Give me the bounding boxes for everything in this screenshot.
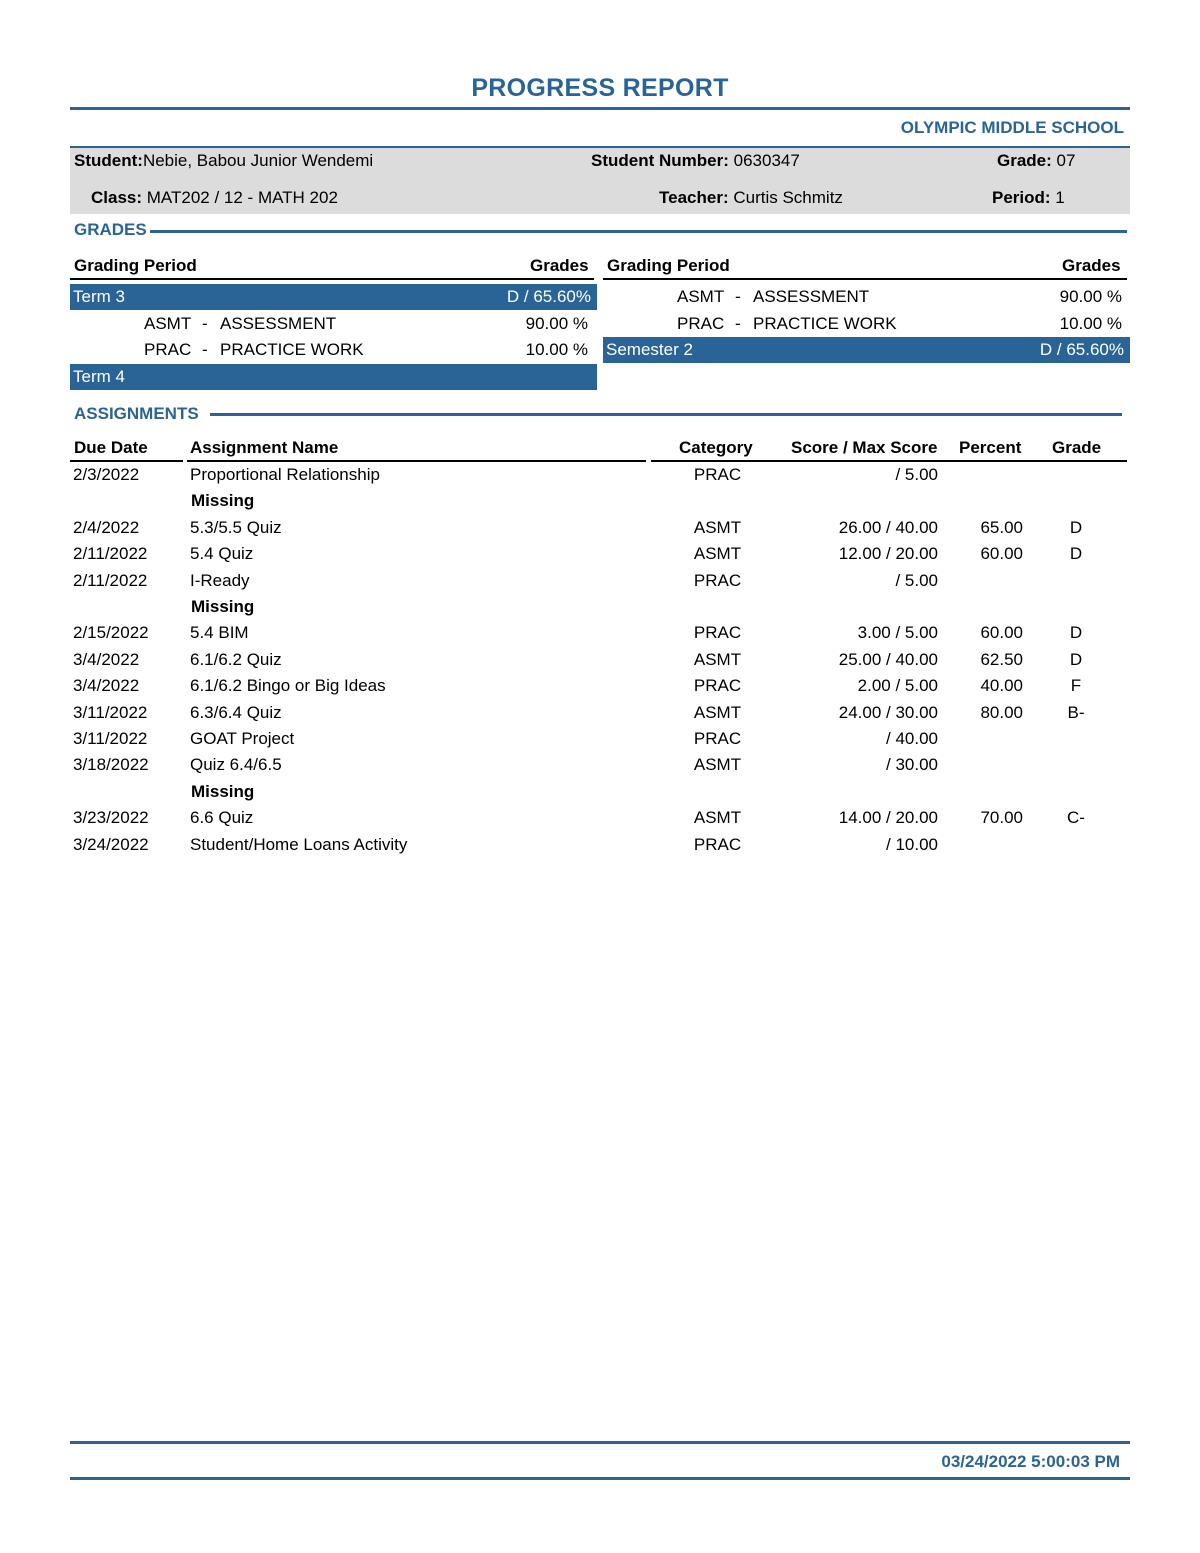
assignment-category: ASMT [693, 755, 742, 775]
assignment-grade: D [1069, 623, 1083, 643]
score-header: Score / Max Score [791, 438, 938, 457]
student-field [74, 151, 373, 171]
assignment-grade [1052, 726, 1100, 752]
assignment-percent: 62.50 [980, 649, 1023, 669]
assignment-score: 25.00 / 40.00 [838, 649, 938, 669]
teacher-label: Teacher: [659, 188, 729, 207]
assignment-category: ASMT [693, 649, 742, 669]
assignment-name-header: Assignment Name [190, 438, 339, 457]
assignment-due-date: 2/4/2022 [73, 517, 140, 537]
assignment-name: 6.3/6.4 Quiz [190, 702, 282, 722]
sem2-prac-code: PRAC [677, 314, 725, 333]
assignment-name: 6.6 Quiz [190, 808, 254, 828]
assignment-due-date: 3/4/2022 [73, 676, 140, 696]
term3-name: Term 3 [73, 287, 125, 306]
assignment-due-date: 3/11/2022 [73, 702, 148, 722]
assignment-due-date: 3/11/2022 [73, 729, 148, 748]
sem2-asmt-desc: ASSESSMENT [753, 287, 870, 306]
assignment-category: PRAC [693, 676, 742, 696]
assignment-score: / 40.00 [886, 729, 938, 748]
assignment-percent [950, 568, 1023, 594]
assignment-score: / 10.00 [886, 834, 938, 854]
term3-asmt-code: ASMT [144, 314, 192, 333]
assignment-grade [1052, 568, 1100, 594]
right-grades-header: Grades [1062, 256, 1121, 275]
assignment-score: / 5.00 [895, 570, 938, 590]
assignment-category: PRAC [693, 570, 742, 590]
assignment-percent [950, 752, 1023, 778]
assignment-due-date: 3/23/2022 [73, 808, 149, 828]
sem2-prac-weight: 10.00 % [1059, 314, 1122, 333]
student-number-field [591, 151, 800, 171]
semester2-name: Semester 2 [606, 340, 693, 359]
grade-level-label: Grade: [997, 151, 1052, 170]
assignment-percent: 65.00 [980, 517, 1023, 537]
grade-header: Grade [1052, 438, 1102, 457]
student-label: Student: [74, 151, 143, 170]
assignment-grade: C- [1067, 808, 1085, 828]
sem2-asmt-weight: 90.00 % [1059, 287, 1122, 306]
term3-prac-desc: PRACTICE WORK [220, 340, 364, 359]
term3-grade: D / 65.60% [506, 287, 591, 306]
assignment-grade [1052, 752, 1100, 778]
term3-prac-code: PRAC [144, 340, 192, 359]
teacher-field [659, 188, 843, 208]
percent-header: Percent [959, 438, 1022, 457]
assignment-name: I-Ready [190, 570, 250, 590]
report-title: PROGRESS REPORT [471, 74, 729, 102]
assignments-section-label: ASSIGNMENTS [74, 404, 202, 424]
assignment-score: / 5.00 [895, 465, 938, 484]
missing-flag: Missing [191, 597, 255, 616]
class-label: Class: [91, 188, 143, 207]
assignment-percent: 40.00 [980, 676, 1023, 696]
assignment-category: PRAC [693, 834, 742, 854]
student-number: 0630347 [733, 151, 800, 170]
assignment-name: Student/Home Loans Activity [190, 834, 408, 854]
sem2-prac-dash: - [735, 314, 741, 333]
assignment-due-date: 2/3/2022 [73, 465, 140, 484]
printed-timestamp: 03/24/2022 5:00:03 PM [941, 1452, 1120, 1471]
term3-asmt-desc: ASSESSMENT [220, 314, 337, 333]
term3-asmt-dash: - [202, 314, 208, 333]
assignment-category: PRAC [693, 729, 742, 748]
right-grading-period-header: Grading Period [607, 256, 730, 275]
grade-level: 07 [1056, 151, 1076, 170]
assignment-name: Quiz 6.4/6.5 [190, 755, 282, 775]
assignment-category: ASMT [693, 517, 742, 537]
footer-top-rule [70, 1441, 1130, 1444]
term3-prac-dash: - [202, 340, 208, 359]
class-field [91, 188, 338, 208]
period-field [992, 188, 1065, 208]
right-header-underline [603, 278, 1127, 280]
semester2-grade: D / 65.60% [1039, 340, 1124, 359]
assignment-percent [950, 726, 1023, 752]
term4-row [70, 364, 597, 390]
missing-flag: Missing [191, 781, 255, 801]
assignment-category: PRAC [693, 465, 742, 484]
assignment-due-date: 3/24/2022 [73, 834, 149, 854]
title-divider [70, 107, 1130, 110]
student-number-label: Student Number: [591, 151, 729, 170]
term3-row [70, 284, 597, 310]
assignment-category: PRAC [693, 623, 742, 643]
left-grades-header: Grades [530, 256, 589, 275]
category-header: Category [679, 438, 753, 457]
period-label: Period: [992, 188, 1051, 207]
assignment-due-date: 2/11/2022 [73, 544, 148, 564]
assignment-percent: 60.00 [980, 544, 1023, 564]
assignment-due-date: 2/11/2022 [73, 570, 148, 590]
grades-section-rule [150, 230, 1127, 233]
sem2-asmt-code: ASMT [677, 287, 725, 306]
due-date-header: Due Date [74, 438, 148, 457]
assignment-name: 5.4 Quiz [190, 544, 254, 564]
assignment-grade: D [1069, 517, 1083, 537]
term4-name: Term 4 [73, 367, 125, 386]
assignment-name: 5.3/5.5 Quiz [190, 517, 282, 537]
assignment-score: 14.00 / 20.00 [838, 808, 938, 828]
assignment-score: 12.00 / 20.00 [838, 544, 938, 564]
left-grading-period-header: Grading Period [74, 256, 197, 275]
school-name: OLYMPIC MIDDLE SCHOOL [900, 118, 1124, 137]
assignment-score: 2.00 / 5.00 [857, 676, 938, 696]
semester2-row [603, 337, 1130, 363]
assignment-score: 24.00 / 30.00 [838, 702, 938, 722]
student-name: Nebie, Babou Junior Wendemi [142, 151, 374, 170]
assignment-name: 5.4 BIM [190, 623, 249, 643]
assignment-percent: 60.00 [980, 623, 1023, 643]
assignment-category: ASMT [693, 808, 742, 828]
assignment-grade: D [1069, 544, 1083, 564]
assignment-name: 6.1/6.2 Quiz [190, 649, 282, 669]
assignment-percent: 70.00 [980, 808, 1023, 828]
term3-asmt-weight: 90.00 % [525, 314, 588, 333]
assignment-grade [1052, 462, 1100, 488]
assignment-grade: F [1070, 676, 1082, 696]
grade-level-field [997, 151, 1075, 171]
assignment-grade: B- [1067, 702, 1085, 722]
left-header-underline [70, 278, 594, 280]
assignment-percent: 80.00 [980, 702, 1023, 722]
assignment-category: ASMT [693, 702, 742, 722]
assignment-grade [1052, 832, 1100, 858]
assignment-name: 6.1/6.2 Bingo or Big Ideas [190, 676, 386, 696]
assignment-score: / 30.00 [886, 755, 938, 775]
missing-flag: Missing [191, 491, 255, 511]
assignment-name: GOAT Project [190, 729, 295, 748]
assignment-grade: D [1069, 649, 1083, 669]
grades-section-label: GRADES [74, 220, 150, 240]
assignment-due-date: 3/4/2022 [73, 649, 140, 669]
assignment-category: ASMT [693, 544, 742, 564]
sem2-prac-desc: PRACTICE WORK [753, 314, 897, 333]
assignment-percent [950, 462, 1023, 488]
assignment-due-date: 2/15/2022 [73, 623, 149, 643]
sem2-asmt-dash: - [735, 287, 741, 306]
assignment-score: 3.00 / 5.00 [857, 623, 938, 643]
period-value: 1 [1055, 188, 1065, 207]
assignment-name: Proportional Relationship [190, 465, 380, 484]
assignment-percent [950, 832, 1023, 858]
assignment-due-date: 3/18/2022 [73, 755, 149, 775]
footer-bottom-rule [70, 1477, 1130, 1480]
assignment-score: 26.00 / 40.00 [838, 517, 938, 537]
teacher-name: Curtis Schmitz [733, 188, 843, 207]
term3-prac-weight: 10.00 % [525, 340, 588, 359]
assignments-section-rule [210, 413, 1122, 416]
class-name: MAT202 / 12 - MATH 202 [146, 188, 338, 207]
